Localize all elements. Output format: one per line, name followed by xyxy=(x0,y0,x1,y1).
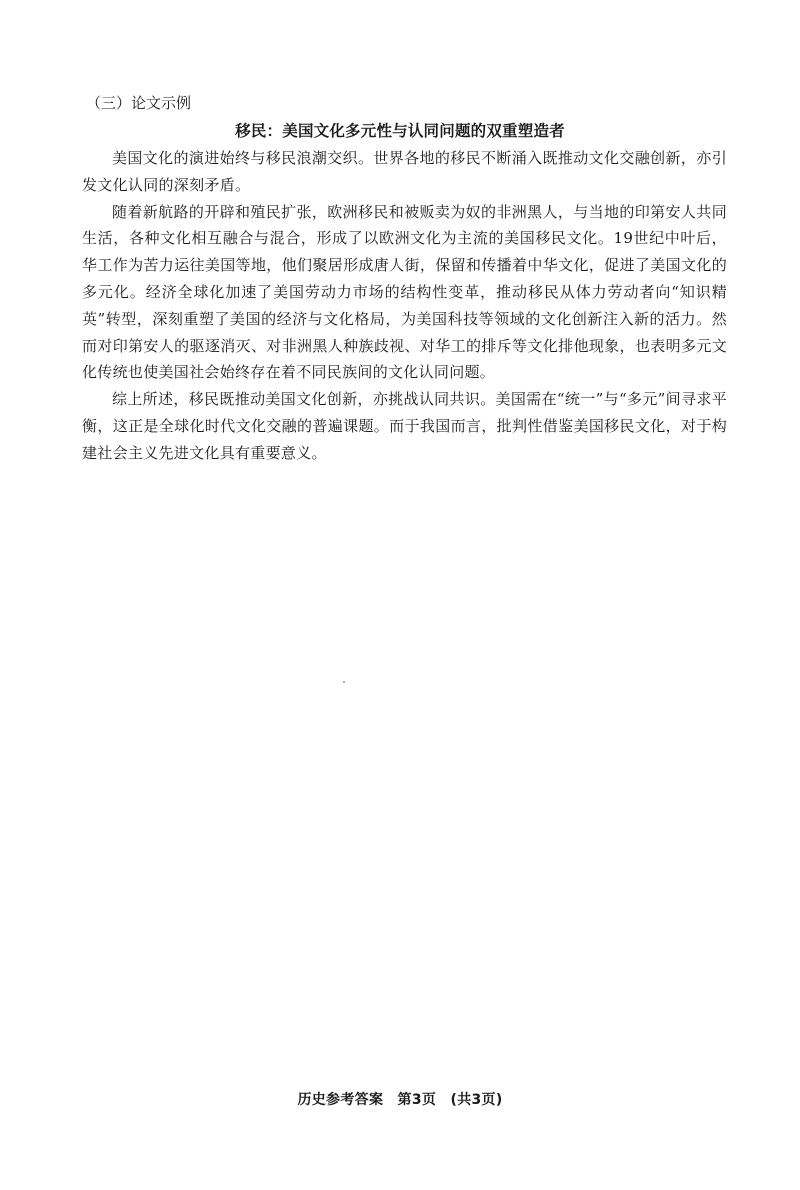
essay-body xyxy=(82,145,727,467)
essay-paragraph-intro: 美国文化的演进始终与移民浪潮交织。世界各地的移民不断涌入既推动文化交融创新，亦引发文化认同的深刻矛盾。 xyxy=(82,149,727,194)
section-heading: （三）论文示例 xyxy=(86,94,192,112)
page-footer: 历史参考答案 第3页 (共3页) xyxy=(297,1092,503,1108)
scan-speck xyxy=(343,681,345,683)
essay-paragraph-conclusion: 综上所述，移民既推动美国文化创新，亦挑战认同共识。美国需在“统一”与“多元”间寻求平衡，这正是全球化时代文化交融的普遍课题。而于我国而言，批判性借鉴美国移民文化，对于构建社会主义先进文化具有重要意义。 xyxy=(82,390,727,462)
essay-paragraph-main: 随着新航路的开辟和殖民扩张，欧洲移民和被贩卖为奴的非洲黑人，与当地的印第安人共同生活，各种文化相互融合与混合，形成了以欧洲文化为主流的美国移民文化。19世纪中叶后，华工作为苦力运往美国等地，他们聚居形成唐人街，保留和传播着中华文化，促进了美国文化的多元化。经济全球化加速了美国劳动力市场的结构性变革，推动移民从体力劳动者向“知识精英”转型，深刻重塑了美国的经济与文化格局，为美国科技等领域的文化创新注入新的活力。然而对印第安人的驱逐消灭、对非洲黑人种族歧视、对华工的排斥等文化排他现象，也表明多元文化传统也使美国社会始终存在着不同民族间的文化认同问题。 xyxy=(82,202,727,382)
essay-title: 移民：美国文化多元性与认同问题的双重塑造者 xyxy=(235,122,565,140)
